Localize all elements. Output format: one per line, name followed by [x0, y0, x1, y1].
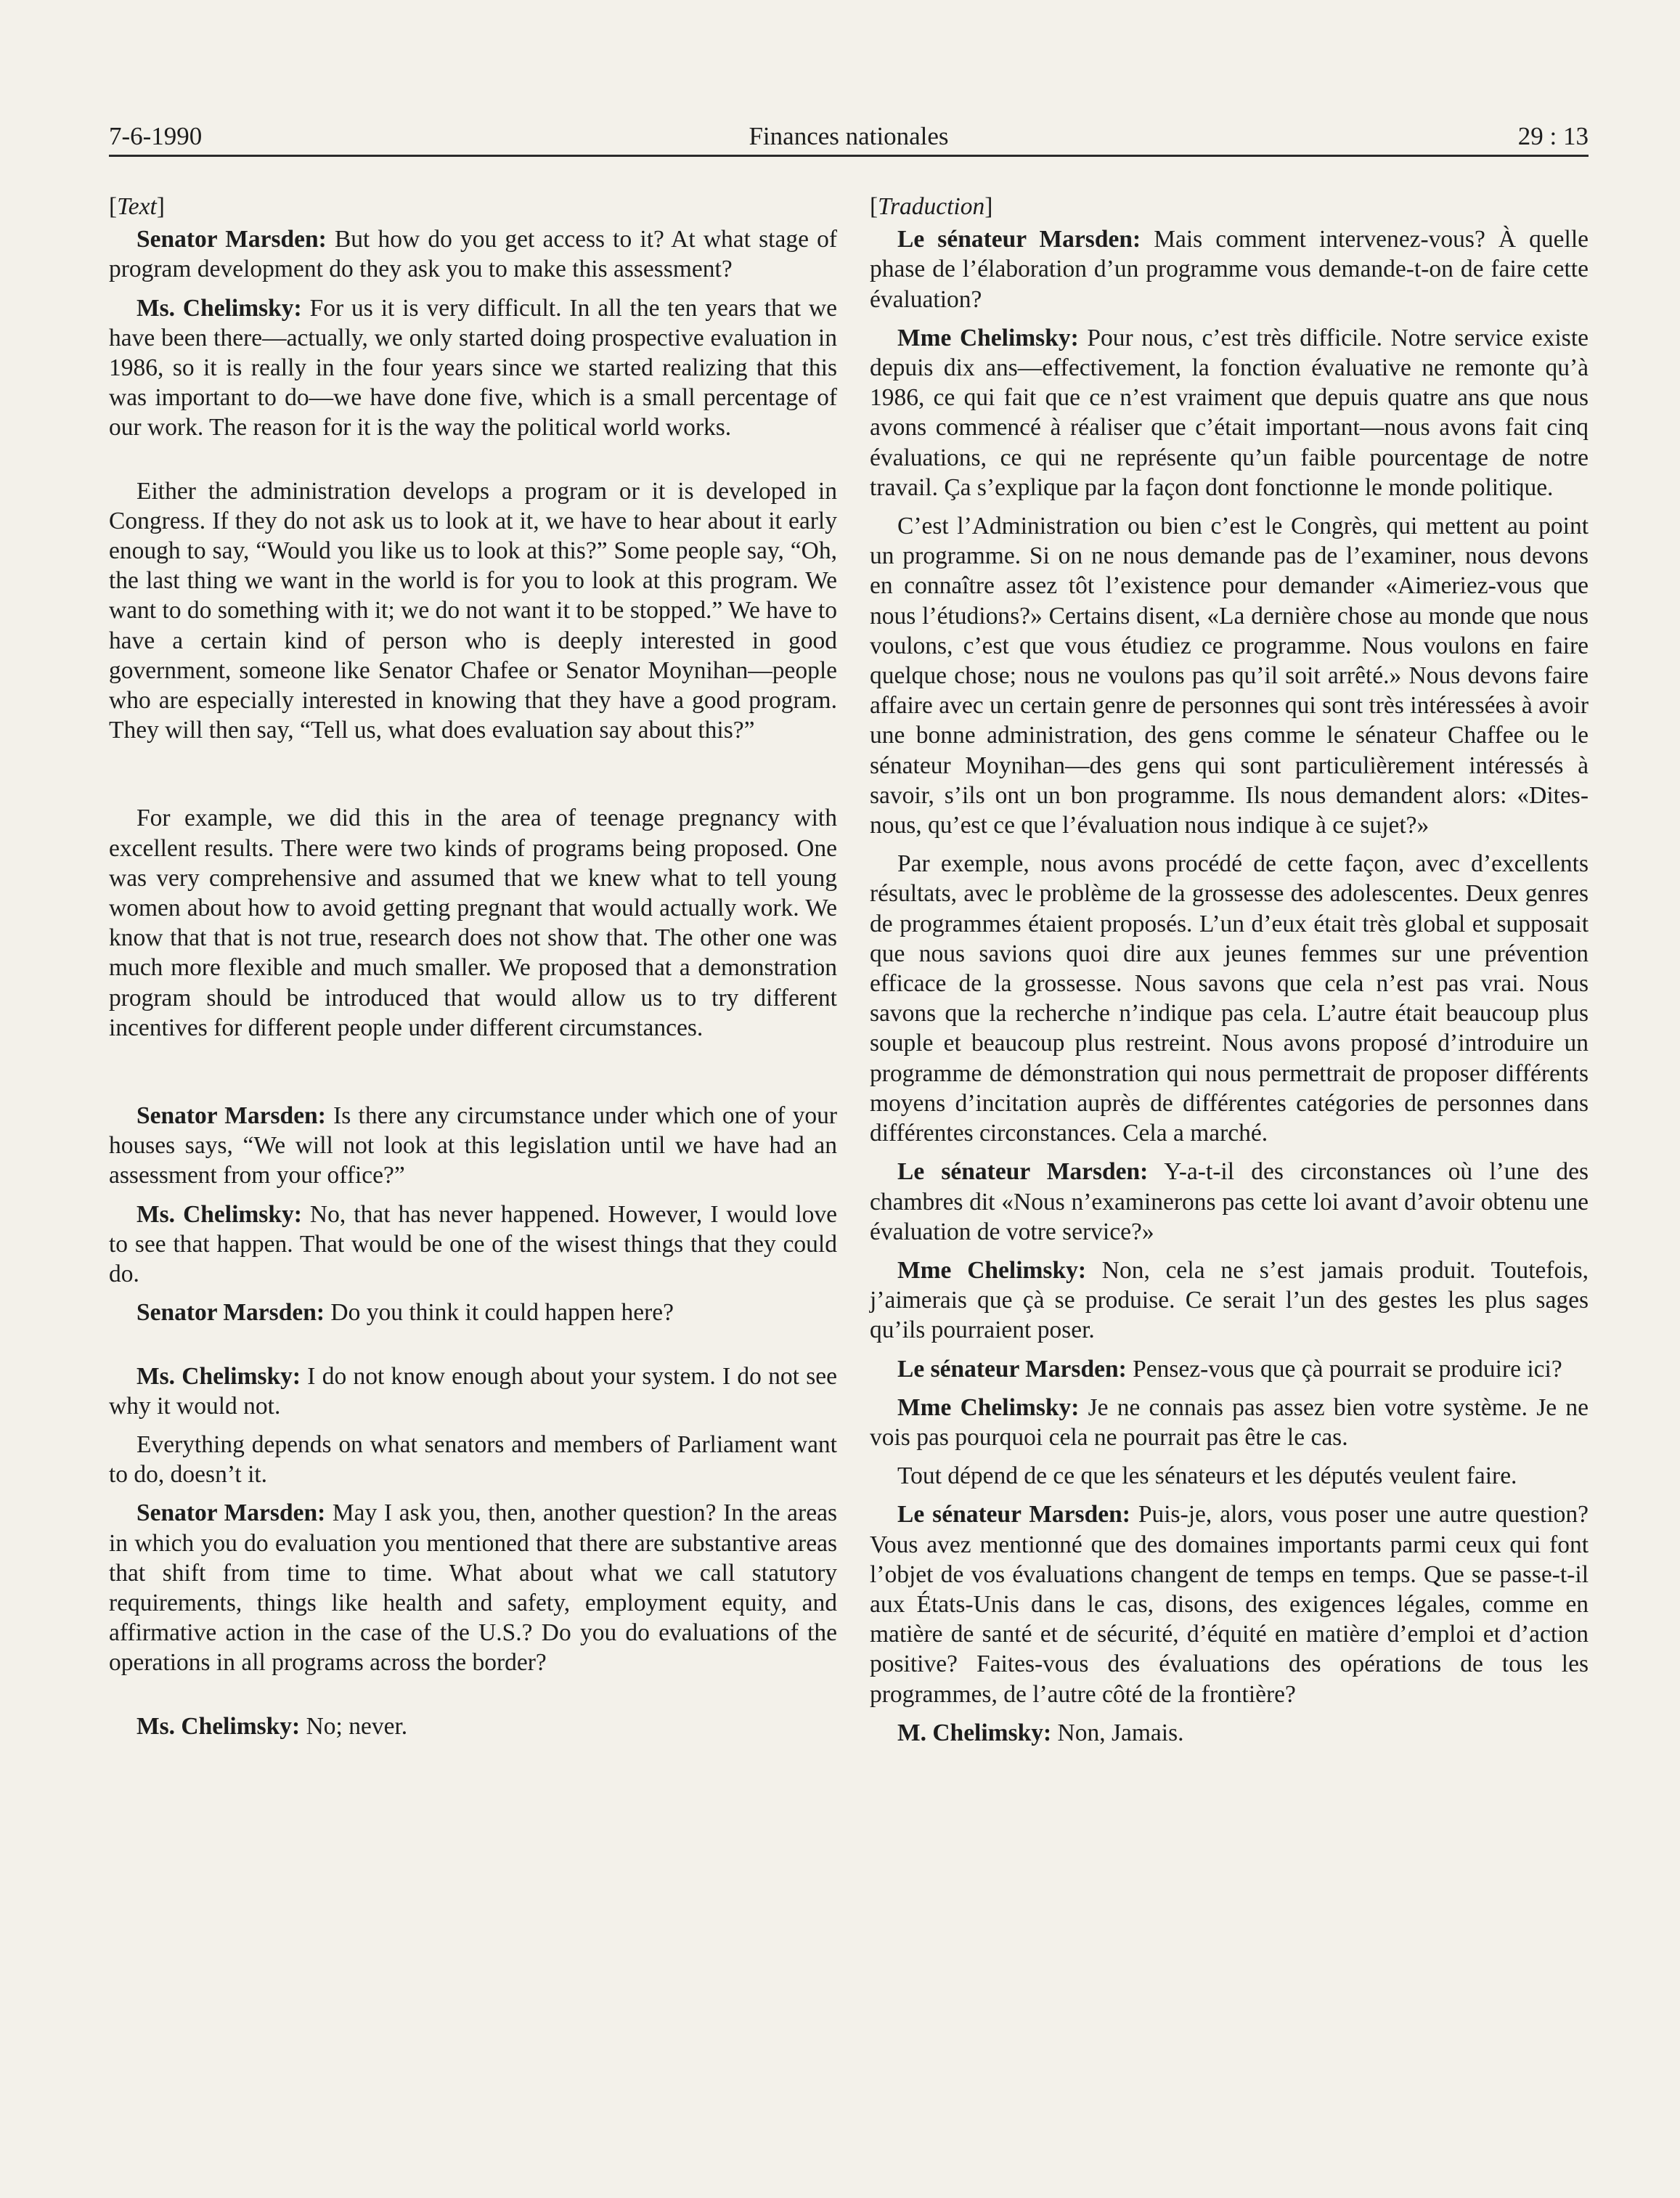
speaker-name: Mme Chelimsky: — [897, 324, 1079, 351]
paragraph — [109, 293, 837, 443]
paragraph — [870, 323, 1589, 502]
paragraph-text: Tout dépend de ce que les sénateurs et les députés veulent faire. — [897, 1462, 1517, 1490]
paragraph-text: No, that has never happened. However, I would love to see that happen. That would be one of the wisest things that they could do. — [109, 1200, 837, 1288]
paragraph-text: Par exemple, nous avons procédé de cette façon, avec d’excellents résultats, avec le problème de la grossesse des adolescentes. Deux genres de programmes étaient proposés. L’un d’eux était très global et supposait que nous savions quoi dire aux jeunes femmes sur une prévention efficace de la grossesse. Nous savons que cela n’est pas vrai. Nous savons que la recherche n’indique pas cela. L’autre était beaucoup plus souple et beaucoup plus restreint. Nous avons proposé d’introduire un programme de démonstration qui nous permettrait de proposer différents moyens d’incitation auprès de différentes catégories de personnes dans différentes circonstances. Cela a marché. — [870, 850, 1589, 1147]
paragraph-text: I do not know enough about your system. I do not see why it would not. — [109, 1362, 837, 1420]
paragraph — [109, 1298, 837, 1327]
paragraph — [870, 1354, 1589, 1384]
english-column — [109, 192, 837, 1750]
paragraph — [870, 1461, 1589, 1491]
paragraph-text: Pensez-vous que çà pourrait se produire ici? — [1126, 1355, 1562, 1383]
paragraph — [870, 1499, 1589, 1709]
paragraph — [870, 1393, 1589, 1452]
speaker-name: Senator Marsden: — [136, 1102, 326, 1130]
speaker-name: Ms. Chelimsky: — [136, 1712, 301, 1740]
paragraph — [109, 1101, 837, 1191]
paragraph — [109, 1711, 837, 1741]
paragraph — [870, 1157, 1589, 1247]
paragraph-text: May I ask you, then, another question? In the areas in which you do evaluation you mentioned that there are substantive areas that shift from time to time. What about what we call statutory requirements, things like health and safety, employment equity, and affirmative action in the case of the U.S.? Do you do evaluations of the operations in all programs across the border? — [109, 1499, 837, 1677]
speaker-name: Mme Chelimsky: — [897, 1393, 1080, 1421]
speaker-name: M. Chelimsky: — [897, 1719, 1052, 1746]
paragraph-text: For example, we did this in the area of teenage pregnancy with excellent results. There were two kinds of programs being proposed. One was very comprehensive and assumed that we knew what to tell young women about how to avoid getting pregnant that would actually work. We know that that is not true, research does not show that. The other one was much more flexible and much smaller. We proposed that a demonstration program should be introduced that would allow us to try different incentives for different people under different circumstances. — [109, 805, 837, 1041]
paragraph-text: For us it is very difficult. In all the ten years that we have been there—actually, we only started doing prospective evaluation in 1986, so it is really in the four years since we started realizing that this was important to do—we have done five, which is a small percentage of our work. The reason for it is the way the political world works. — [109, 294, 837, 441]
language-marker-text: [Text] — [109, 193, 165, 220]
paragraph-text: Mais comment intervenez-vous? À quelle phase de l’élaboration d’un programme vous demande-t-on de faire cette évaluation? — [870, 226, 1589, 313]
paragraph-text: Either the administration develops a program or it is developed in Congress. If they do not ask us to look at it, we have to hear about it early enough to say, “Would you like us to look at this?” Some people say, “Oh, the last thing we want in the world is for you to look at this program. We want to do something with it; we do not want it to be stopped.” We have to have a certain kind of person who is deeply interested in good government, someone like Senator Chafee or Senator Moynihan—people who are especially interested in knowing that they have a good program. They will then say, “Tell us, what does evaluation say about this?” — [109, 477, 837, 744]
paragraph-text: Je ne connais pas assez bien votre système. Je ne vois pas pourquoi cela ne pourrait pas être le cas. — [870, 1393, 1589, 1451]
header-date: 7-6-1990 — [109, 122, 203, 150]
paragraph — [870, 224, 1589, 314]
page-header — [109, 118, 1589, 157]
speaker-name: Mme Chelimsky: — [897, 1256, 1086, 1284]
language-marker-traduction: [Traduction] — [870, 193, 993, 220]
speaker-name: Ms. Chelimsky: — [136, 1200, 302, 1228]
paragraph — [109, 1361, 837, 1421]
paragraph — [870, 849, 1589, 1148]
paragraph-text: Non, cela ne s’est jamais produit. Toutefois, j’aimerais que çà se produise. Ce serait l’un des gestes les plus sages qu’ils pourraient poser. — [870, 1256, 1589, 1344]
paragraph-text: Do you think it could happen here? — [325, 1299, 674, 1327]
paragraph — [870, 1718, 1589, 1748]
paragraph — [109, 1200, 837, 1290]
paragraph-text: Non, Jamais. — [1051, 1719, 1184, 1746]
paragraph — [109, 1498, 837, 1677]
paragraph — [109, 1430, 837, 1489]
speaker-name: Ms. Chelimsky: — [136, 1362, 301, 1390]
paragraph-text: Pour nous, c’est très difficile. Notre service existe depuis dix ans—effectivement, la fonction évaluative ne remonte qu’à 1986, ce qui fait que ce n’est vraiment que depuis quatre ans que nous avons commencé à réaliser que c’était important—nous avons fait cinq évaluations, ce qui ne représente qu’un faible pourcentage de notre travail. Ça s’explique par la façon dont fonctionne le monde politique. — [870, 324, 1589, 501]
paragraph-text: Y-a-t-il des circonstances où l’une des chambres dit «Nous n’examinerons pas cette loi avant d’avoir obtenu une évaluation de votre service?» — [870, 1158, 1589, 1245]
paragraph-text: C’est l’Administration ou bien c’est le Congrès, qui mettent au point un programme. Si on ne nous demande pas de l’examiner, nous devons en connaître assez tôt l’existence pour demander «Aimeriez-vous que nous l’étudions?» Certains disent, «La dernière chose au monde que nous voulons, c’est que vous étudiez ce programme. Nous voulons en faire quelque chose; nous ne voulons pas qu’il soit arrêté.» Nous devons faire affaire avec un certain genre de personnes qui sont très intéressées à avoir une bonne administration, des gens comme le sénateur Chaffee ou le sénateur Moynihan—des gens qui sont particulièrement intéressés à savoir, s’ils ont un bon programme. Ils nous demandent alors: «Dites-nous, qu’est ce que l’évaluation nous indique à ce sujet?» — [870, 513, 1589, 839]
speaker-name: Le sénateur Marsden: — [897, 226, 1141, 253]
speaker-name: Senator Marsden: — [136, 1299, 325, 1327]
paragraph — [109, 476, 837, 746]
speaker-name: Le sénateur Marsden: — [897, 1158, 1149, 1186]
paragraph-text: Puis-je, alors, vous poser une autre question? Vous avez mentionné que des domaines importants parmi ceux qui font l’objet de vos évaluations changent de temps en temps. Que se passe-t-il aux États-Unis dans le cas, disons, des exigences légales, comme en matière de santé et de sécurité, d’équité en matière d’emploi et d’action positive? Faites-vous des évaluations des opérations de tous les programmes, de l’autre côté de la frontière? — [870, 1501, 1589, 1708]
speaker-name: Le sénateur Marsden: — [897, 1501, 1130, 1529]
paragraph — [870, 511, 1589, 840]
header-title: Finances nationales — [749, 122, 949, 150]
speaker-name: Le sénateur Marsden: — [897, 1355, 1127, 1383]
french-column — [870, 192, 1589, 1757]
speaker-name: Senator Marsden: — [136, 1499, 326, 1527]
paragraph-text: No; never. — [300, 1712, 408, 1740]
speaker-name: Senator Marsden: — [136, 226, 327, 253]
header-page-number: 29 : 13 — [1517, 122, 1589, 150]
paragraph — [109, 224, 837, 284]
paragraph — [870, 1255, 1589, 1346]
paragraph-text: But how do you get access to it? At what stage of program development do they ask you to make this assessment? — [109, 226, 837, 283]
paragraph — [109, 803, 837, 1043]
paragraph-text: Is there any circumstance under which one of your houses says, “We will not look at this legislation until we have had an assessment from your office?” — [109, 1102, 838, 1189]
paragraph-text: Everything depends on what senators and members of Parliament want to do, doesn’t it. — [109, 1430, 837, 1489]
speaker-name: Ms. Chelimsky: — [136, 294, 302, 322]
